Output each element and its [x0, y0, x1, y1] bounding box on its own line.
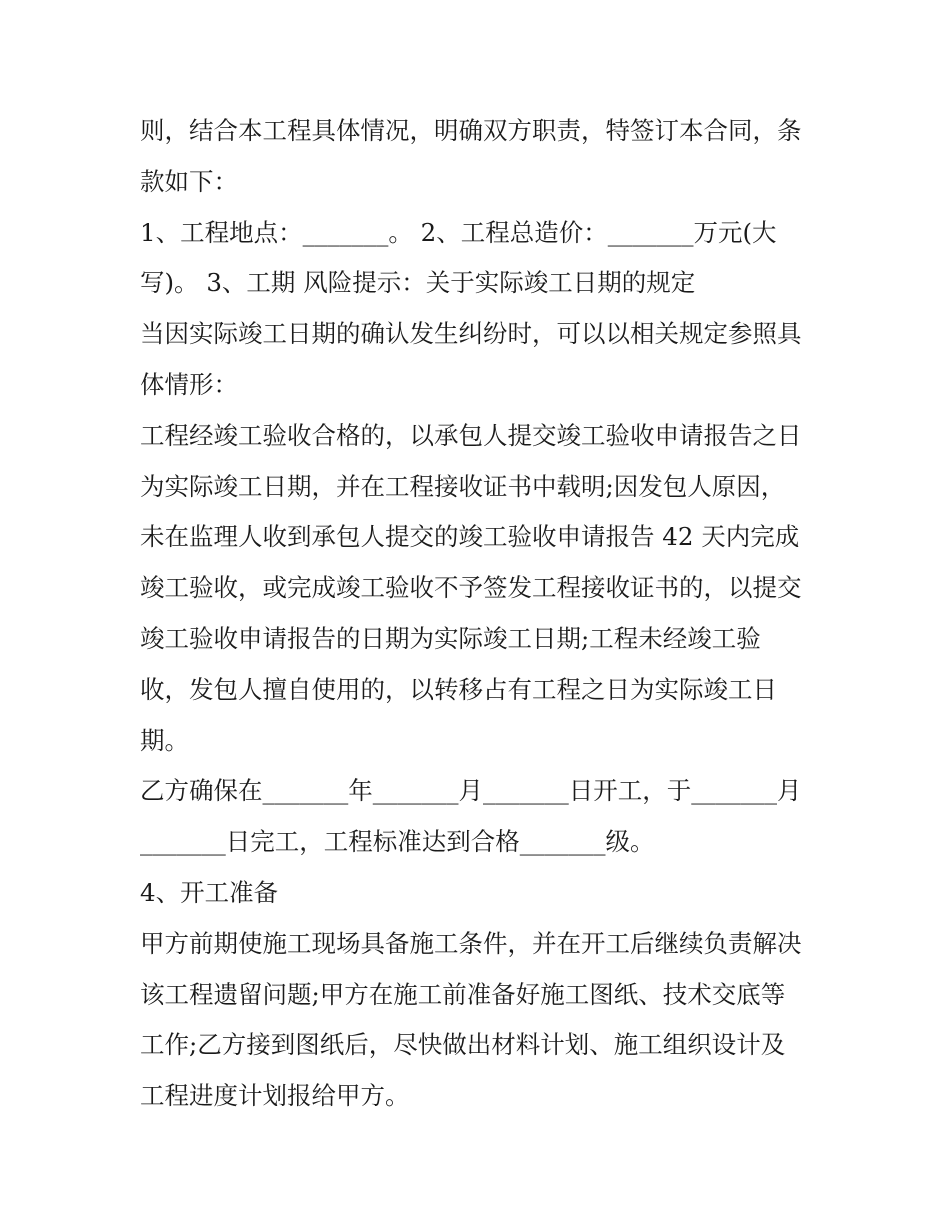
- text-line: 工作;乙方接到图纸后，尽快做出材料计划、施工组织设计及: [140, 1030, 786, 1060]
- text-line: 体情形：: [140, 369, 238, 399]
- document-body: [140, 106, 820, 1122]
- text-line: 未在监理人收到承包人提交的竣工验收申请报告 42 天内完成: [140, 522, 800, 552]
- text-line: 写)。 3、工期 风险提示：关于实际竣工日期的规定: [140, 268, 696, 298]
- text-line: 当因实际竣工日期的确认发生纠纷时，可以以相关规定参照具: [140, 319, 802, 349]
- section-heading: 4、开工准备: [140, 877, 279, 907]
- text-line: _______日完工，工程标准达到合格_______级。: [140, 827, 655, 857]
- text-line: 期。: [140, 725, 189, 755]
- text-line: 工程进度计划报给甲方。: [140, 1081, 410, 1111]
- text-line: 款如下：: [140, 166, 238, 196]
- text-line: 竣工验收，或完成竣工验收不予签发工程接收证书的，以提交: [140, 573, 802, 603]
- text-line: 收，发包人擅自使用的，以转移占有工程之日为实际竣工日: [140, 674, 777, 704]
- text-line: 乙方确保在_______年_______月_______日开工，于_______月: [140, 776, 802, 806]
- text-line: 竣工验收申请报告的日期为实际竣工日期;工程未经竣工验: [140, 623, 761, 653]
- text-line: 工程经竣工验收合格的，以承包人提交竣工验收申请报告之日: [140, 420, 802, 450]
- text-line: 则，结合本工程具体情况，明确双方职责，特签订本合同，条: [140, 116, 802, 145]
- text-line: 该工程遗留问题;甲方在施工前准备好施工图纸、技术交底等: [140, 979, 786, 1009]
- text-line: 为实际竣工日期，并在工程接收证书中载明;因发包人原因，: [140, 471, 786, 501]
- text-line: 甲方前期使施工现场具备施工条件，并在开工后继续负责解决: [140, 928, 802, 958]
- text-line: 1、工程地点：_______。 2、工程总造价：_______万元(大: [140, 217, 777, 247]
